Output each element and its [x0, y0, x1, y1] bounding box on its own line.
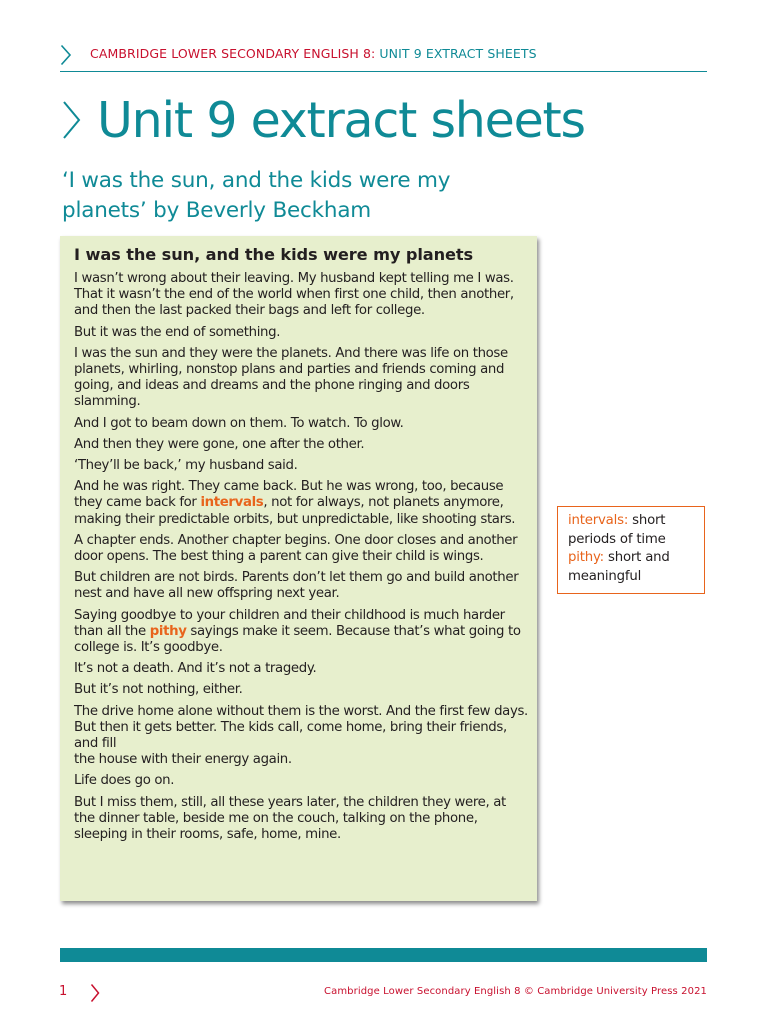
text-span: , not for always, not planets anymore, making their predictable orbits, but unpredictable, like shooting stars. [74, 495, 516, 527]
extract-paragraph: And I got to beam down on them. To watch. To glow. [74, 415, 404, 431]
extract-body [74, 271, 530, 848]
extract-paragraph: ‘They’ll be back,’ my husband said. [74, 458, 298, 474]
text-span: And he was right. They came back. But he was wrong, too, because they came back for [74, 479, 504, 511]
series-label: CAMBRIDGE LOWER SECONDARY ENGLISH 8: [90, 46, 376, 61]
footer-bar [60, 948, 707, 962]
glossary-keyword-intervals: intervals [200, 495, 264, 511]
chevron-right-icon [90, 983, 100, 1003]
extract-paragraph [74, 704, 530, 769]
sheet-label: UNIT 9 EXTRACT SHEETS [375, 46, 537, 61]
chevron-right-icon [62, 100, 82, 140]
extract-paragraph: But children are not birds. Parents don’t let them go and build another nest and have all new offspring next year. [74, 570, 519, 602]
running-head [90, 46, 537, 61]
extract-paragraph: I was the sun and they were the planets. And there was life on those planets, whirling, nonstop plans and parties and friends coming and going, and ideas and dreams and the phone ringing and doors slamming. [74, 345, 508, 410]
extract-paragraph: But I miss them, still, all these years later, the children they were, at the dinner table, beside me on the couch, talking on the phone, sleeping in their rooms, safe, home, mine. [74, 794, 506, 843]
page-title: Unit 9 extract sheets [97, 92, 585, 149]
glossary-definition: short periods of time [568, 513, 666, 547]
text-span: sayings make it seem. Because that’s what going to college is. It’s goodbye. [74, 623, 521, 656]
page-number: 1 [59, 984, 68, 999]
extract-title: I was the sun, and the kids were my planets [74, 245, 474, 264]
extract-box [60, 236, 537, 901]
page-subtitle: ‘I was the sun, and the kids were my planets’ by Beverly Beckham [62, 168, 451, 223]
glossary-term: pithy: [568, 550, 604, 565]
chevron-right-icon [60, 44, 72, 66]
glossary-term: intervals: [568, 513, 629, 528]
extract-paragraph [74, 479, 530, 528]
glossary-definition: short and meaningful [568, 550, 670, 584]
extract-paragraph [74, 608, 530, 657]
extract-paragraph: A chapter ends. Another chapter begins. One door closes and another door opens. The best thing a parent can give their child is wings. [74, 532, 518, 565]
extract-paragraph: I wasn’t wrong about their leaving. My husband kept telling me I was. That it wasn’t the end of the world when first one child, then another, and then the last packed their bags and left for college. [74, 271, 514, 319]
text-span: the house with their energy again. [74, 752, 292, 768]
glossary-box [557, 506, 705, 594]
header-rule [60, 71, 707, 72]
copyright-notice: Cambridge Lower Secondary English 8 © Cambridge University Press 2021 [324, 986, 707, 997]
extract-paragraph: Life does go on. [74, 773, 175, 789]
extract-paragraph: And then they were gone, one after the other. [74, 436, 365, 452]
text-span: Saying goodbye to your children and their childhood is much harder than all the [74, 607, 505, 639]
extract-paragraph: It’s not a death. And it’s not a tragedy. [74, 661, 317, 677]
extract-paragraph: But it’s not nothing, either. [74, 682, 243, 698]
text-span: The drive home alone without them is the worst. And the first few days. But then it gets better. The kids call, come home, bring their friends, and fill [74, 703, 528, 752]
extract-paragraph: But it was the end of something. [74, 324, 281, 340]
glossary-keyword-pithy: pithy [149, 623, 187, 639]
